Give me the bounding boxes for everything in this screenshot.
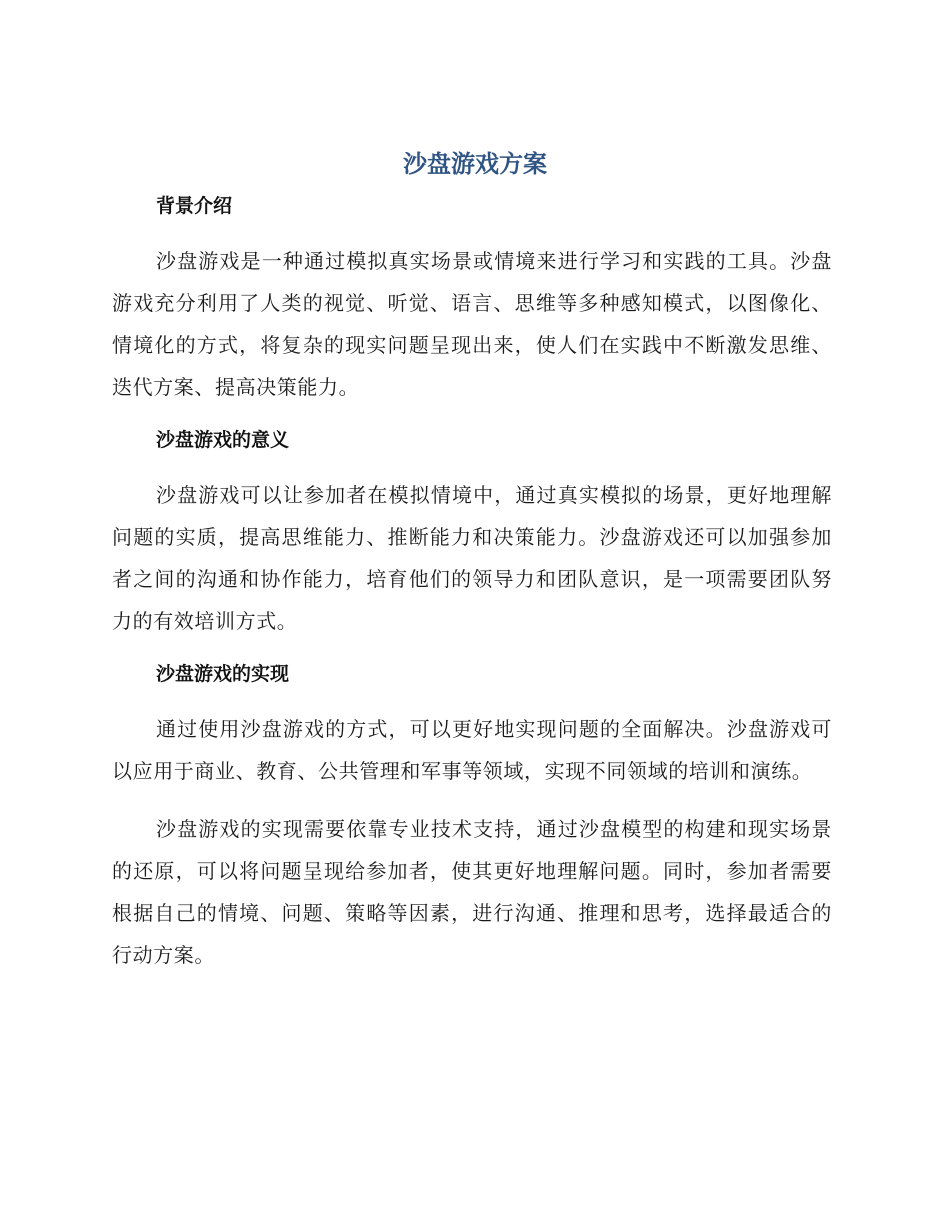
- section-heading-significance: 沙盘游戏的意义: [156, 429, 290, 451]
- section-heading-implementation: 沙盘游戏的实现: [156, 663, 290, 685]
- paragraph-implementation-1: 通过使用沙盘游戏的方式，可以更好地实现问题的全面解决。沙盘游戏可以应用于商业、教育、公共管理和军事等领域，实现不同领域的培训和演练。: [112, 717, 832, 783]
- document-body: [112, 186, 832, 976]
- paragraph-significance: 沙盘游戏可以让参加者在模拟情境中，通过真实模拟的场景，更好地理解问题的实质，提高思维能力、推断能力和决策能力。沙盘游戏还可以加强参加者之间的沟通和协作能力，培育他们的领导力和团队意识，是一项需要团队努力的有效培训方式。: [112, 483, 832, 633]
- paragraph-implementation-2: 沙盘游戏的实现需要依靠专业技术支持，通过沙盘模型的构建和现实场景的还原，可以将问题呈现给参加者，使其更好地理解问题。同时，参加者需要根据自己的情境、问题、策略等因素，进行沟通、推理和思考，选择最适合的行动方案。: [112, 817, 832, 967]
- section-heading-background: 背景介绍: [156, 195, 233, 217]
- paragraph-background: 沙盘游戏是一种通过模拟真实场景或情境来进行学习和实践的工具。沙盘游戏充分利用了人类的视觉、听觉、语言、思维等多种感知模式，以图像化、情境化的方式，将复杂的现实问题呈现出来，使人们在实践中不断激发思维、迭代方案、提高决策能力。: [112, 249, 832, 399]
- document-title: 沙盘游戏方案: [403, 150, 547, 178]
